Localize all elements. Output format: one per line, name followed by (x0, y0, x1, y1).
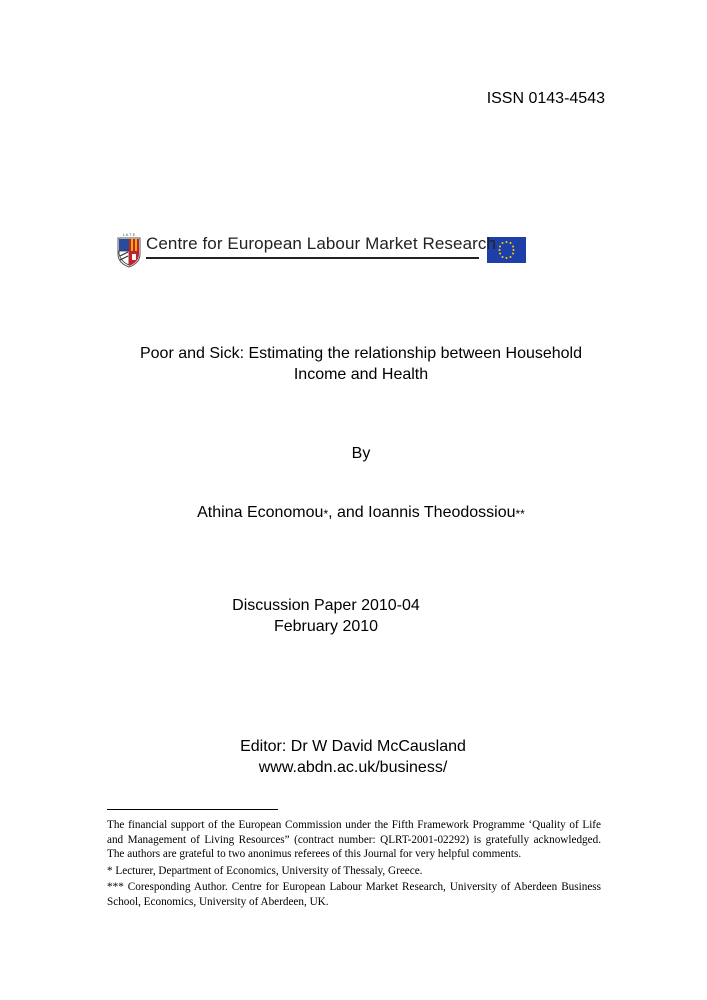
paper-title (100, 343, 622, 385)
university-shield-icon (116, 232, 142, 268)
svg-text:L A T E: L A T E (122, 232, 136, 237)
paper-date: February 2010 (273, 618, 379, 635)
title-line-1: Poor and Sick: Estimating the relationship between Household (139, 345, 583, 362)
author-2: Ioannis Theodossiou (368, 504, 516, 521)
authors (100, 502, 622, 525)
editor-name: Editor: Dr W David McCausland (240, 738, 466, 755)
title-line-2: Income and Health (293, 366, 429, 383)
footnote-funding: The financial support of the European Commission under the Fifth Framework Programme ‘Quality of Life and Management of Living Resources” (contract number: QLRT-2001-02292) is gratefully acknowledged. The authors are grateful to two anonimus referees of this Journal for very helpful comments. (107, 819, 601, 861)
editor-info (150, 736, 556, 778)
website-link[interactable]: www.abdn.ac.uk/business/ (258, 759, 448, 776)
by-label: By (351, 445, 371, 462)
author-1: Athina Economou (197, 504, 324, 521)
footnote-divider (107, 809, 278, 810)
footnote-author-2: *** Coresponding Author. Centre for European Labour Market Research, University of Aberdeen Business School, Economics, University of Aberdeen, UK. (107, 881, 601, 908)
author-separator: , and (328, 504, 369, 521)
paper-info (180, 595, 472, 637)
logo-underline (146, 257, 479, 259)
footnotes (107, 818, 601, 910)
discussion-paper-number: Discussion Paper 2010-04 (232, 597, 420, 614)
author-2-mark: ** (515, 507, 525, 521)
author-1-mark: * (323, 507, 329, 521)
logo-text: Centre for European Labour Market Research (146, 234, 497, 253)
issn-number: ISSN 0143-4543 (486, 90, 605, 107)
footnote-author-1: * Lecturer, Department of Economics, University of Thessaly, Greece. (107, 864, 423, 877)
